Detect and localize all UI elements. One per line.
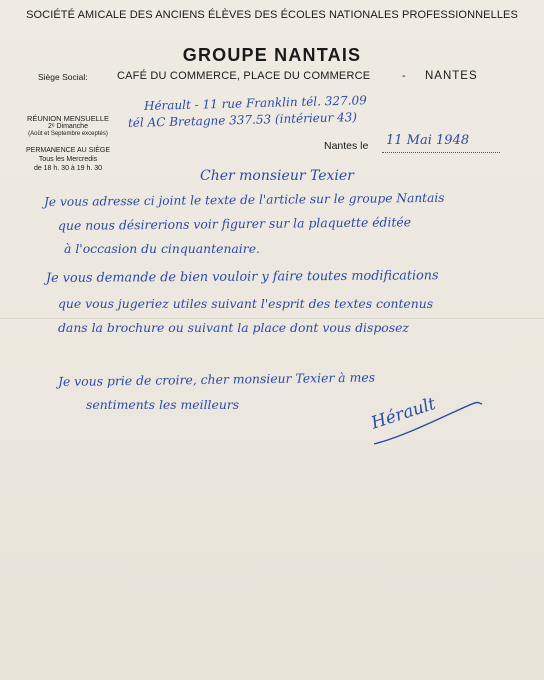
body-line-1: Je vous adresse ci joint le texte de l'article sur le groupe Nantais bbox=[43, 190, 445, 209]
siege-label: Siège Social: bbox=[38, 72, 88, 82]
handwritten-address-line2: tél AC Bretagne 337.53 (intérieur 43) bbox=[127, 110, 358, 130]
siege-city: NANTES bbox=[425, 70, 478, 82]
signature: Hérault bbox=[368, 393, 439, 434]
permanence-title: PERMANENCE AU SIÈGE bbox=[25, 147, 111, 154]
permanence-day: Tous les Mercredis bbox=[38, 156, 98, 163]
permanence-hours: de 18 h. 30 à 19 h. 30 bbox=[33, 165, 103, 172]
paper-fold-line bbox=[0, 318, 544, 319]
body-line-4: Je vous demande de bien vouloir y faire toutes modifications bbox=[45, 268, 439, 286]
handwritten-address-line1: Hérault - 11 rue Franklin tél. 327.09 bbox=[143, 93, 367, 113]
siege-dash: - bbox=[402, 70, 406, 82]
closing-line-2: sentiments les meilleurs bbox=[86, 397, 240, 412]
closing-line-1: Je vous prie de croire, cher monsieur Texier à mes bbox=[57, 369, 376, 389]
body-line-3: à l'occasion du cinquantenaire. bbox=[64, 241, 260, 256]
signature-flourish bbox=[368, 400, 488, 450]
body-line-2: que nous désirerions voir figurer sur la plaquette éditée bbox=[57, 214, 412, 233]
body-line-5: que vous jugeriez utiles suivant l'esprit des textes contenus bbox=[58, 296, 434, 311]
salutation: Cher monsieur Texier bbox=[200, 168, 354, 184]
date-prefix: Nantes le bbox=[324, 140, 369, 152]
meeting-day: 2ᵉ Dimanche bbox=[48, 123, 88, 130]
group-name: GROUPE NANTAIS bbox=[182, 45, 362, 65]
date-dotted-line bbox=[382, 152, 500, 153]
meeting-note: (Août et Septembre exceptés) bbox=[28, 131, 108, 137]
body-line-6: dans la brochure ou suivant la place dont vous disposez bbox=[58, 320, 409, 335]
meeting-title: RÉUNION MENSUELLE bbox=[26, 114, 110, 123]
handwritten-date: 11 Mai 1948 bbox=[386, 133, 470, 148]
society-name: SOCIÉTÉ AMICALE DES ANCIENS ÉLÈVES DES ÉCOLES NATIONALES PROFESSIONNELLES bbox=[26, 9, 518, 21]
siege-address: CAFÉ DU COMMERCE, PLACE DU COMMERCE bbox=[117, 70, 371, 82]
